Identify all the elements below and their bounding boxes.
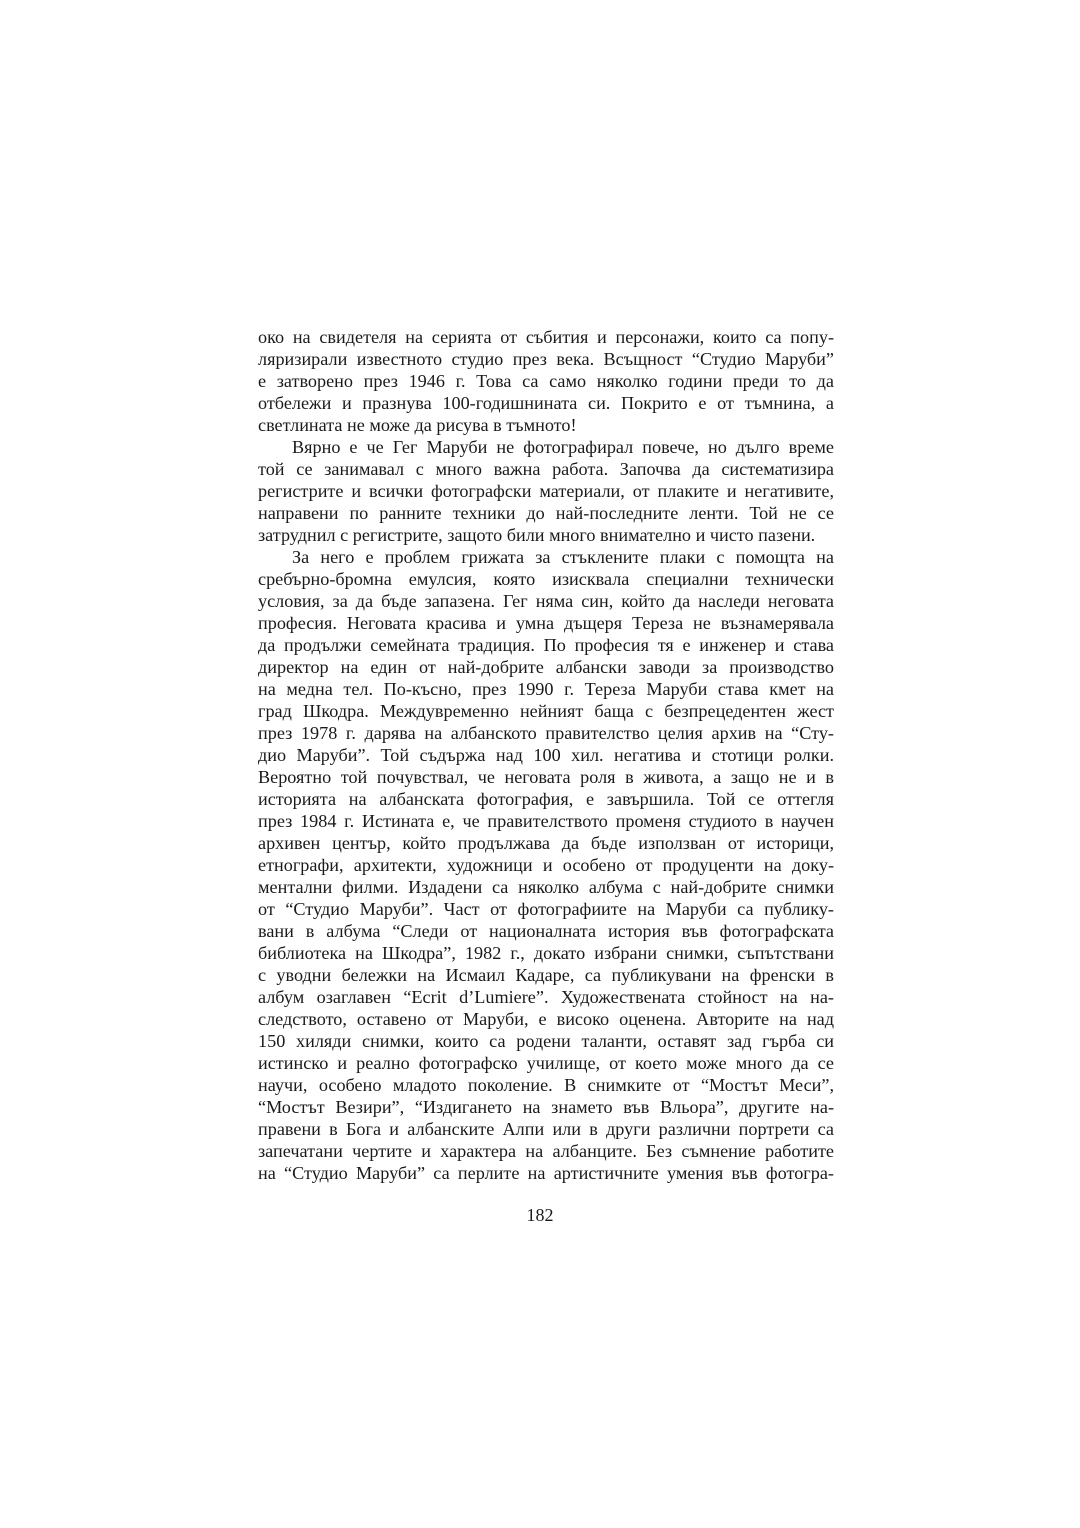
text-line: условия, за да бъде запазена. Гег няма син, който да наследи неговата xyxy=(258,591,834,611)
text-line: албум озаглавен “Ecrit d’Lumiere”. Художествената стойност на на- xyxy=(258,987,834,1007)
text-line: библиотека на Шкодра”, 1982 г., докато избрани снимки, съпътствани xyxy=(258,943,834,963)
text-line: от “Студио Маруби”. Част от фотографиите на Маруби са публику- xyxy=(258,899,834,919)
text-line: на медна тел. По-късно, през 1990 г. Тереза Маруби става кмет на xyxy=(258,679,834,699)
text-line: през 1984 г. Истината е, че правителството променя студиото в научен xyxy=(258,811,834,831)
text-line: е затворено през 1946 г. Това са само няколко години преди то да xyxy=(258,371,834,391)
text-line: директор на един от най-добрите албански заводи за производство xyxy=(258,657,834,677)
text-line: 150 хиляди снимки, които са родени таланти, оставят зад гърба си xyxy=(258,1031,834,1051)
text-line: направени по ранните техники до най-последните ленти. Той не се xyxy=(258,503,834,523)
text-line: Вероятно той почувствал, че неговата роля в живота, а защо не и в xyxy=(258,767,834,787)
text-line: вани в албума “Следи от националната история във фотографската xyxy=(258,921,834,941)
text-line: затруднил с регистрите, защото били много внимателно и чисто пазени. xyxy=(258,525,816,545)
text-line: архивен център, който продължава да бъде използван от историци, xyxy=(258,833,834,853)
text-line: правени в Бога и албанските Алпи или в други различни портрети са xyxy=(258,1119,834,1139)
text-line: запечатани чертите и характера на албанците. Без съмнение работите xyxy=(258,1141,834,1161)
text-line: За него е проблем грижата за стъклените плаки с помощта на xyxy=(292,547,834,567)
text-line: на “Студио Маруби” са перлите на артистичните умения във фотогра- xyxy=(258,1163,834,1183)
text-line: следството, оставено от Маруби, е високо оценена. Авторите на над xyxy=(258,1009,834,1029)
text-line: етнографи, архитекти, художници и особено от продуценти на доку- xyxy=(258,855,834,875)
text-line: регистрите и всички фотографски материали, от плаките и негативите, xyxy=(258,481,834,501)
text-line: истинско и реално фотографско училище, от което може много да се xyxy=(258,1053,834,1073)
text-line: през 1978 г. дарява на албанското правителство целия архив на “Сту- xyxy=(258,723,834,743)
text-line: сребърно-бромна емулсия, която изисквала специални технически xyxy=(258,569,834,589)
text-line: Вярно е че Гег Маруби не фотографирал повече, но дълго време xyxy=(292,437,834,457)
text-line: той се занимавал с много важна работа. Започва да систематизира xyxy=(258,459,834,479)
text-line: ляризирали известното студио през века. Всъщност “Студио Маруби” xyxy=(258,349,834,369)
text-line: отбележи и празнува 100-годишнината си. Покрито е от тъмнина, а xyxy=(258,393,834,413)
page-number: 182 xyxy=(526,1205,554,1225)
body-text xyxy=(258,326,834,1184)
text-line: “Мостът Везири”, “Издигането на знамето във Вльора”, другите на- xyxy=(258,1097,834,1117)
text-line: светлината не може да рисува в тъмното! xyxy=(258,415,577,435)
text-line: научи, особено младото поколение. В снимките от “Мостът Меси”, xyxy=(258,1075,834,1095)
text-line: историята на албанската фотография, е завършила. Той се оттегля xyxy=(258,789,834,809)
text-line: да продължи семейната традиция. По професия тя е инженер и става xyxy=(258,635,834,655)
text-line: с уводни бележки на Исмаил Кадаре, са публикувани на френски в xyxy=(258,965,834,985)
text-line: ментални филми. Издадени са няколко албума с най-добрите снимки xyxy=(258,877,834,897)
text-line: дио Маруби”. Той съдържа над 100 хил. негатива и стотици ролки. xyxy=(258,745,834,765)
text-line: око на свидетеля на серията от събития и персонажи, които са попу- xyxy=(258,327,834,347)
text-line: град Шкодра. Междувременно нейният баща с безпрецедентен жест xyxy=(258,701,834,721)
text-line: професия. Неговата красива и умна дъщеря Тереза не възнамерявала xyxy=(258,613,834,633)
